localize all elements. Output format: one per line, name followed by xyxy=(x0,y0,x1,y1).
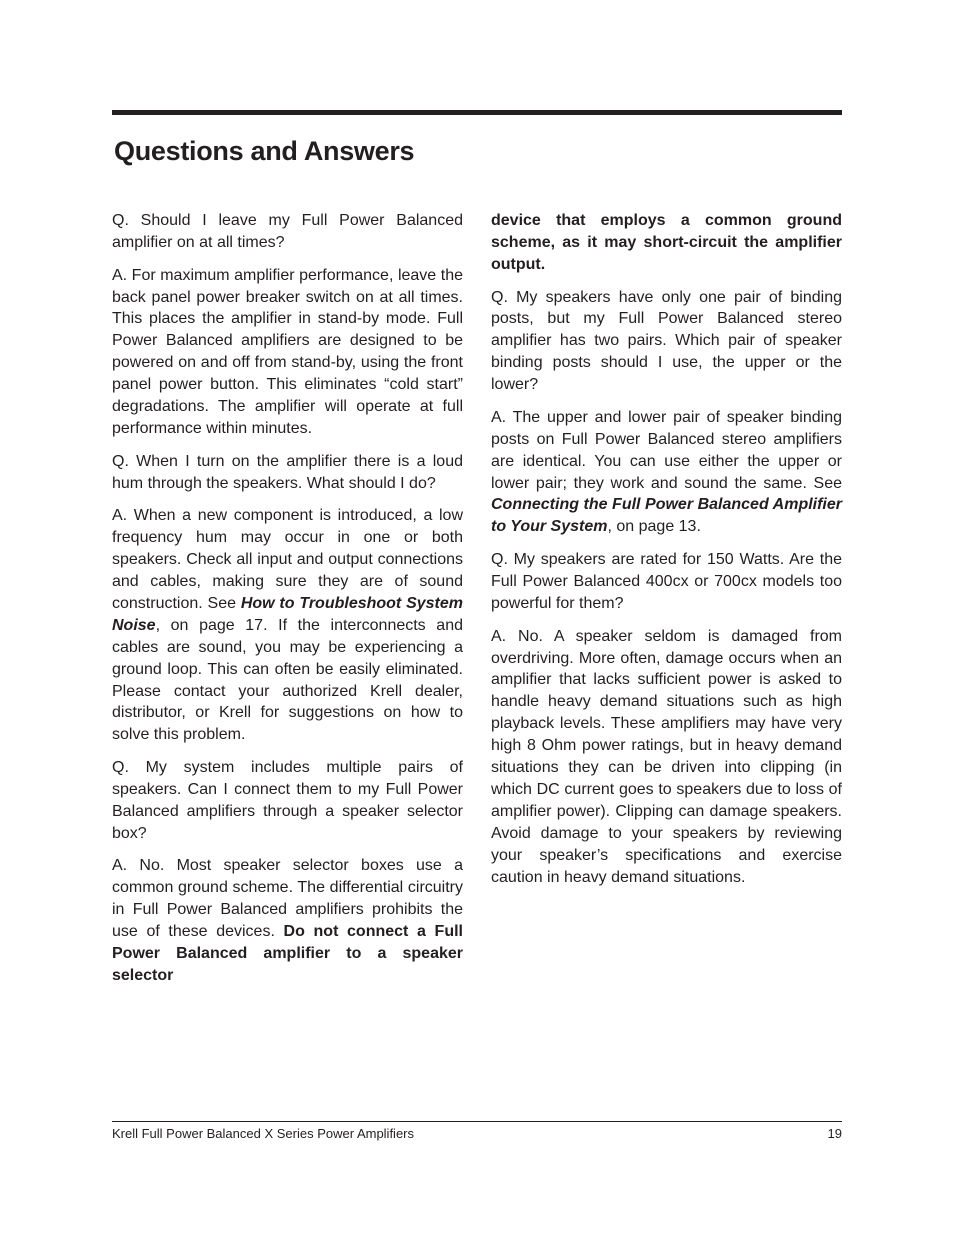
footer-rule xyxy=(112,1121,842,1122)
question-1: Q. Should I leave my Full Power Balanced amplifier on at all times? xyxy=(112,212,463,251)
answer-4-text-cont: , on page 13. xyxy=(607,518,701,536)
question-5: Q. My speakers are rated for 150 Watts. Are the Full Power Balanced 400cx or 700cx models too powerful for them? xyxy=(491,551,842,612)
page-title: Questions and Answers xyxy=(114,136,415,166)
left-column xyxy=(112,210,463,998)
answer-1: A. For maximum amplifier performance, leave the back panel power breaker switch on at all times. This places the amplifier in stand-by mode. Full Power Balanced amplifiers are designed to be powered on and off from stand-by, using the front panel power button. This eliminates “cold start” degradations. The amplifier will operate at full performance within minutes. xyxy=(112,266,463,437)
answer-2-text-cont: , on page 17. If the interconnects and cables are sound, you may be experiencing a ground loop. This can often be easily eliminated. Please contact your authorized Krell dealer, distributor, or Krell for suggestions on how to solve this problem. xyxy=(112,616,463,744)
question-2: Q. When I turn on the amplifier there is a loud hum through the speakers. What should I do? xyxy=(112,452,463,492)
answer-2 xyxy=(112,505,463,746)
answer-3 xyxy=(112,855,463,986)
question-3: Q. My system includes multiple pairs of speakers. Can I connect them to my Full Power Balanced amplifiers through a speaker selector box? xyxy=(112,759,463,842)
question-4: Q. My speakers have only one pair of binding posts, but my Full Power Balanced stereo amplifier has two pairs. Which pair of speaker binding posts should I use, the upper or the lower? xyxy=(491,288,842,394)
answer-2-text: A. When a new component is introduced, a low frequency hum may occur in one or both speakers. Check all input and output connections and cables, making sure they are of sound construction. See xyxy=(112,507,463,612)
right-column xyxy=(491,210,842,899)
page-number: 19 xyxy=(827,1126,842,1141)
answer-3-warning-cont: device that employs a common ground scheme, as it may short-circuit the amplifier output. xyxy=(491,212,842,273)
answer-4-text: A. The upper and lower pair of speaker binding posts on Full Power Balanced stereo amplifiers are identical. You can use either the upper or lower pair; they work and sound the same. See xyxy=(491,408,842,492)
connecting-reference: Connecting the Full Power Balanced Amplifier to Your System xyxy=(491,496,842,536)
answer-4 xyxy=(491,407,842,538)
troubleshoot-reference: How to Troubleshoot System Noise xyxy=(112,594,463,634)
footer-title: Krell Full Power Balanced X Series Power Amplifiers xyxy=(112,1126,415,1141)
answer-3-text: A. No. Most speaker selector boxes use a common ground scheme. The differential circuitry in Full Power Balanced amplifiers prohibits the use of these devices. xyxy=(112,857,463,941)
top-rule xyxy=(112,110,842,115)
answer-5: A. No. A speaker seldom is damaged from overdriving. More often, damage occurs when an amplifier that lacks sufficient power is asked to handle heavy demand situations such as high playback levels. These amplifiers may have very high 8 Ohm power ratings, but in heavy demand situations they can be driven into clipping (in which DC current goes to speakers due to loss of amplifier power). Clipping can damage speakers. Avoid damage to your speakers by reviewing your speaker’s specifications and exercise caution in heavy demand situations. xyxy=(491,627,842,886)
answer-3-warning: Do not connect a Full Power Balanced amplifier to a speaker selector xyxy=(112,923,463,984)
